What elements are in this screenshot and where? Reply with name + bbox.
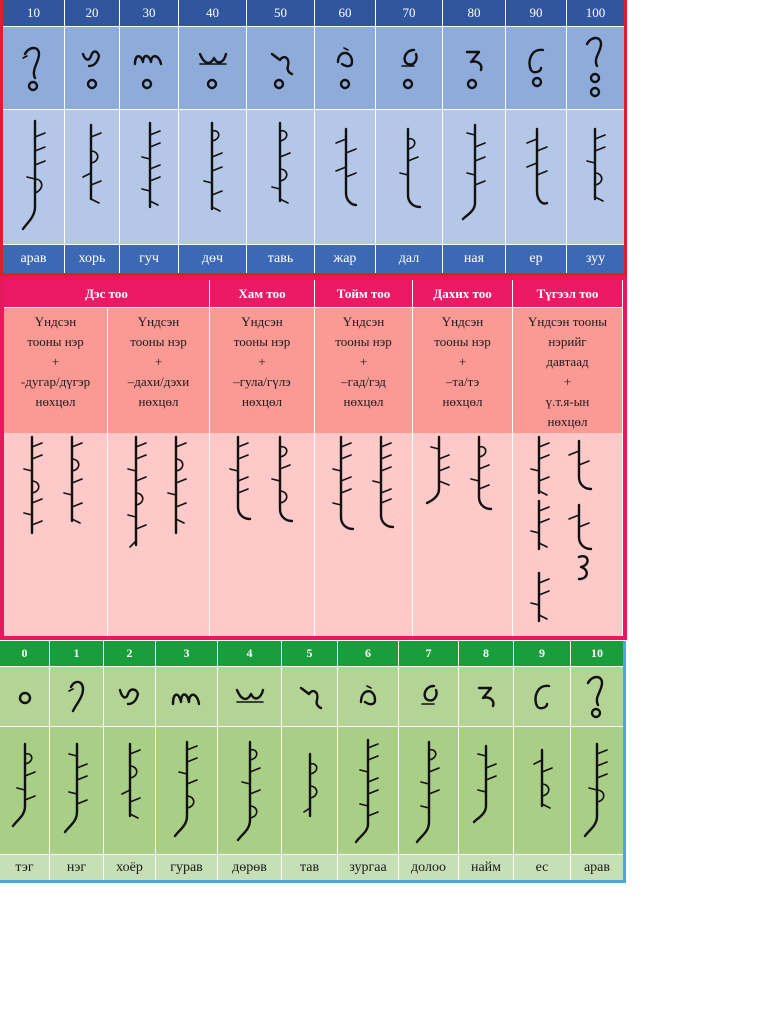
rule-line: + xyxy=(258,354,266,369)
header-ordinal: Дэс тоо xyxy=(4,280,210,307)
tens-cyrillic-70: дал xyxy=(376,245,443,273)
units-header-2: 2 xyxy=(104,641,156,667)
tens-header-30: 30 xyxy=(120,0,179,27)
rule-line: тооны нэр xyxy=(233,334,291,349)
rule-multiplicative xyxy=(413,307,513,433)
tens-header-90: 90 xyxy=(506,0,567,27)
mongolian-numeral-7 xyxy=(399,667,459,727)
mongolian-word xyxy=(569,441,591,489)
mongolian-word-jar xyxy=(315,110,376,245)
rule-ordinal-dakhi xyxy=(108,307,210,433)
mongolian-numeral-60 xyxy=(315,27,376,110)
mongolian-numeral-2 xyxy=(104,667,156,727)
units-header-3: 3 xyxy=(156,641,218,667)
rule-line: тооны нэр xyxy=(434,334,491,349)
mongolian-word-dal xyxy=(376,110,443,245)
units-cyrillic-6: зургаа xyxy=(338,855,399,880)
rule-line: нөхцөл xyxy=(242,394,282,409)
units-cyrillic-0: тэг xyxy=(0,855,50,880)
tens-header-60: 60 xyxy=(315,0,376,27)
units-header-1: 1 xyxy=(50,641,104,667)
rule-line: нэрийг xyxy=(548,334,587,349)
rule-line: Үндсэн xyxy=(137,314,180,329)
rule-line: тооны нэр xyxy=(27,334,84,349)
units-table xyxy=(0,641,626,883)
mongolian-word-duch xyxy=(179,110,247,245)
rule-line: Үндсэн xyxy=(441,314,484,329)
tens-cyrillic-10: арав xyxy=(3,245,65,273)
header-approximate: Тойм тоо xyxy=(315,280,413,307)
mongolian-word xyxy=(373,437,393,527)
mongolian-word-arav xyxy=(571,727,623,855)
mongolian-word xyxy=(333,437,353,529)
rule-line: + xyxy=(563,374,572,389)
rule-line: + xyxy=(359,354,368,369)
units-cyrillic-3: гурав xyxy=(156,855,218,880)
units-header-10: 10 xyxy=(571,641,623,667)
rule-ordinal-dugar xyxy=(4,307,108,433)
tens-cyrillic-60: жар xyxy=(315,245,376,273)
rule-line: Үндсэн тооны xyxy=(528,314,607,329)
rule-line: –та/тэ xyxy=(445,374,480,389)
units-header-8: 8 xyxy=(459,641,514,667)
mongolian-word xyxy=(427,437,449,503)
rule-line: нөхцөл xyxy=(343,394,384,409)
mongolian-word xyxy=(272,437,292,521)
mongolian-numeral-10 xyxy=(571,667,623,727)
rule-approximate xyxy=(315,307,413,433)
mongolian-numeral-30 xyxy=(120,27,179,110)
mongolian-word-yer xyxy=(506,110,567,245)
units-cyrillic-9: ес xyxy=(514,855,571,880)
tens-cyrillic-50: тавь xyxy=(247,245,315,273)
mongolian-word xyxy=(531,573,549,621)
tens-header-100: 100 xyxy=(567,0,624,27)
example-multiplicative xyxy=(413,433,513,636)
mongolian-word-neg xyxy=(50,727,104,855)
mongolian-numeral-8 xyxy=(459,667,514,727)
rule-line: нөхцөл xyxy=(547,414,588,429)
mongolian-numeral-9 xyxy=(514,667,571,727)
mongolian-numeral-70 xyxy=(376,27,443,110)
rule-line: нөхцөл xyxy=(138,394,179,409)
rule-line: –гад/гэд xyxy=(341,374,386,389)
header-multiplicative: Дахих тоо xyxy=(413,280,513,307)
mongolian-numeral-4 xyxy=(218,667,282,727)
units-cyrillic-5: тав xyxy=(282,855,338,880)
units-header-5: 5 xyxy=(282,641,338,667)
numeral-kinds-table xyxy=(0,276,627,640)
tens-cyrillic-20: хорь xyxy=(65,245,120,273)
rule-line: давтаад xyxy=(546,354,589,369)
mongolian-numeral-5 xyxy=(282,667,338,727)
example-ordinal-dugar xyxy=(4,433,108,636)
rule-line: Үндсэн xyxy=(34,314,77,329)
mongolian-numeral-10 xyxy=(3,27,65,110)
mongolian-word-zuu xyxy=(567,110,624,245)
mongolian-word xyxy=(24,437,42,533)
units-cyrillic-2: хоёр xyxy=(104,855,156,880)
mongolian-word xyxy=(569,505,591,549)
mongolian-word-zurgaa xyxy=(338,727,399,855)
mongolian-word xyxy=(531,501,549,549)
units-cyrillic-10: арав xyxy=(571,855,623,880)
mongolian-word-arav xyxy=(3,110,65,245)
mongolian-word-gurav xyxy=(156,727,218,855)
tens-header-40: 40 xyxy=(179,0,247,27)
tens-cyrillic-30: гуч xyxy=(120,245,179,273)
mongolian-word-tav xyxy=(282,727,338,855)
mongolian-numeral-20 xyxy=(65,27,120,110)
rule-line: тооны нэр xyxy=(130,334,187,349)
rule-line: + xyxy=(458,354,467,369)
tens-header-50: 50 xyxy=(247,0,315,27)
rule-line: тооны нэр xyxy=(335,334,392,349)
tens-cyrillic-80: ная xyxy=(443,245,506,273)
example-approximate xyxy=(315,433,413,636)
mongolian-word-khori xyxy=(65,110,120,245)
header-collective: Хам тоо xyxy=(210,280,315,307)
mongolian-word xyxy=(471,437,491,509)
mongolian-word-guch xyxy=(120,110,179,245)
mongolian-numeral-80 xyxy=(443,27,506,110)
header-distributive: Түгээл тоо xyxy=(513,280,623,307)
mongolian-word-yes xyxy=(514,727,571,855)
rule-line: Үндсэн xyxy=(241,314,283,329)
mongolian-word xyxy=(579,556,588,579)
units-cyrillic-8: найм xyxy=(459,855,514,880)
units-cyrillic-1: нэг xyxy=(50,855,104,880)
mongolian-word xyxy=(230,437,250,519)
tens-header-70: 70 xyxy=(376,0,443,27)
mongolian-word-duruv xyxy=(218,727,282,855)
example-distributive xyxy=(513,433,623,636)
units-header-4: 4 xyxy=(218,641,282,667)
mongolian-word xyxy=(531,437,549,495)
tens-table xyxy=(0,0,627,276)
mongolian-numeral-100 xyxy=(567,27,624,110)
units-cyrillic-7: долоо xyxy=(399,855,459,880)
mongolian-word-tavi xyxy=(247,110,315,245)
mongolian-word xyxy=(64,437,82,523)
units-cyrillic-4: дөрөв xyxy=(218,855,282,880)
units-header-6: 6 xyxy=(338,641,399,667)
mongolian-numeral-0 xyxy=(0,667,50,727)
mongolian-numeral-6 xyxy=(338,667,399,727)
rule-line: -дугар/дүгэр xyxy=(20,374,91,389)
mongolian-word xyxy=(168,437,186,533)
rule-line: + xyxy=(51,354,60,369)
mongolian-word xyxy=(128,437,146,547)
rule-line: Үндсэн xyxy=(342,314,385,329)
mongolian-word-khoyor xyxy=(104,727,156,855)
mongolian-word-doloo xyxy=(399,727,459,855)
rule-line: нөхцөл xyxy=(442,394,483,409)
tens-header-80: 80 xyxy=(443,0,506,27)
mongolian-numeral-1 xyxy=(50,667,104,727)
mongolian-numeral-90 xyxy=(506,27,567,110)
rule-line: ү.т.я-ын xyxy=(545,394,590,409)
rule-distributive xyxy=(513,307,623,433)
mongolian-numeral-3 xyxy=(156,667,218,727)
tens-header-20: 20 xyxy=(65,0,120,27)
tens-header-10: 10 xyxy=(3,0,65,27)
rule-line: + xyxy=(154,354,163,369)
units-header-7: 7 xyxy=(399,641,459,667)
units-header-9: 9 xyxy=(514,641,571,667)
tens-cyrillic-90: ер xyxy=(506,245,567,273)
tens-cyrillic-40: дөч xyxy=(179,245,247,273)
mongolian-word-teg xyxy=(0,727,50,855)
rule-collective xyxy=(210,307,315,433)
mongolian-word-naim xyxy=(459,727,514,855)
rule-line: нөхцөл xyxy=(35,394,76,409)
mongolian-numeral-40 xyxy=(179,27,247,110)
example-collective xyxy=(210,433,315,636)
rule-line: –дахи/дэхи xyxy=(127,374,190,389)
mongolian-word-naya xyxy=(443,110,506,245)
rule-line: –гула/гүлэ xyxy=(233,374,291,389)
tens-cyrillic-100: зуу xyxy=(567,245,624,273)
mongolian-numeral-50 xyxy=(247,27,315,110)
example-ordinal-dakhi xyxy=(108,433,210,636)
units-header-0: 0 xyxy=(0,641,50,667)
